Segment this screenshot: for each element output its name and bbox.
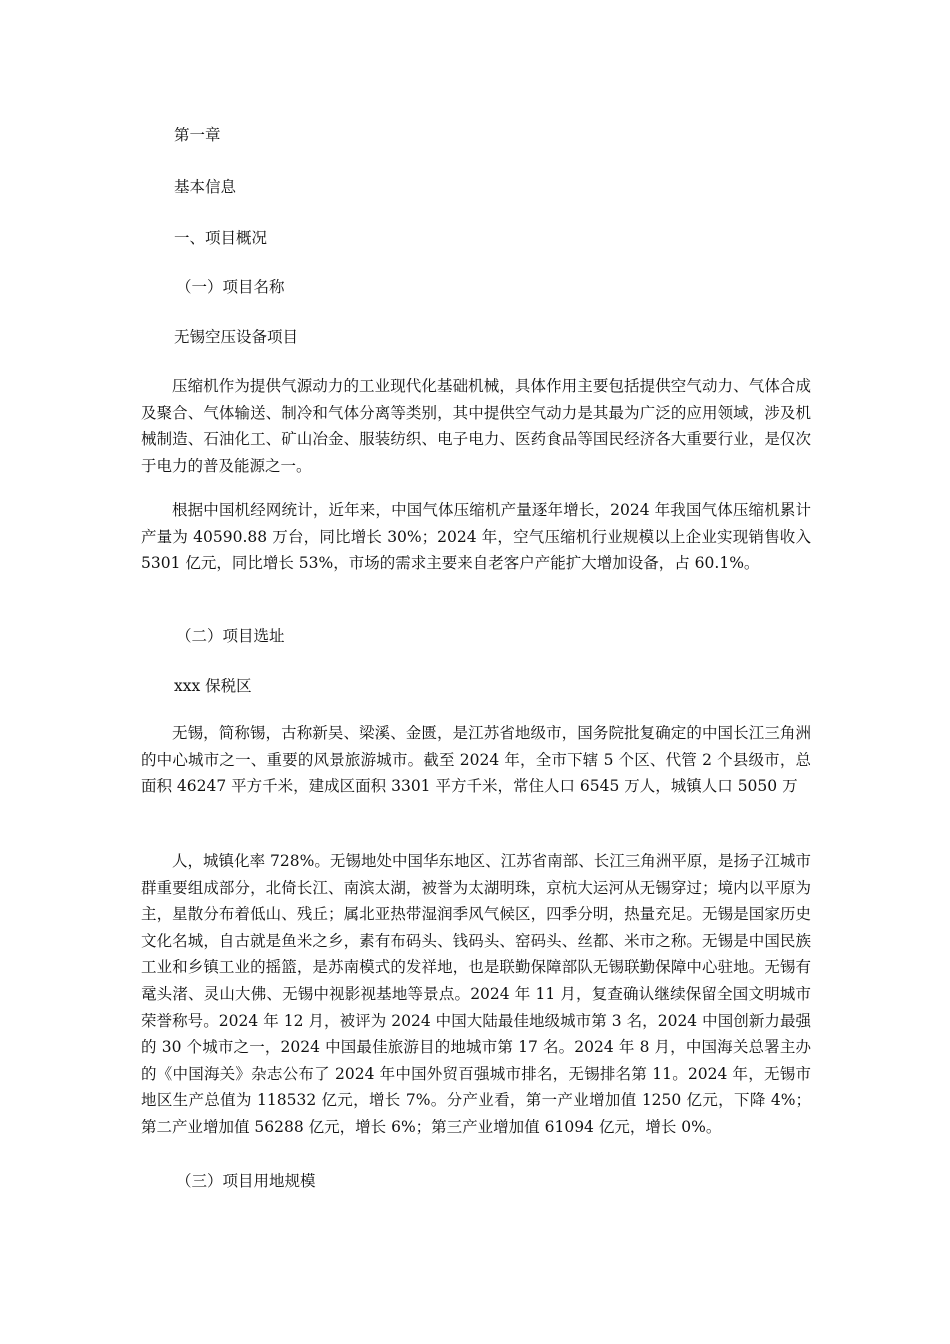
- chapter-number: 第一章: [174, 126, 221, 144]
- chapter-title: 基本信息: [174, 178, 237, 196]
- subsection-heading-project-location: （二）项目选址: [176, 627, 285, 645]
- paragraph-wuxi-overview: 无锡，简称锡，古称新吴、梁溪、金匮，是江苏省地级市，国务院批复确定的中国长江三角洲的中心城市之一、重要的风景旅游城市。截至 2024 年，全市下辖 5 个区、代管 2 个县级市，总面积 46247 平方千米，建成区面积 3301 平方千米，常住人口 6545 万人，城镇人口 5050 万: [141, 724, 811, 796]
- paragraph-market-statistics: 根据中国机经网统计，近年来，中国气体压缩机产量逐年增长，2024 年我国气体压缩机累计产量为 40590.88 万台，同比增长 30%；2024 年，空气压缩机行业规模以上企业实现销售收入 5301 亿元，同比增长 53%，市场的需求主要来自老客户产能扩大增加设备，占 60.1%。: [141, 501, 811, 573]
- paragraph-compressor-overview: 压缩机作为提供气源动力的工业现代化基础机械，具体作用主要包括提供空气动力、气体合成及聚合、气体输送、制冷和气体分离等类别，其中提供空气动力是其最为广泛的应用领域，涉及机械制造、石油化工、矿山冶金、服装纺织、电子电力、医药食品等国民经济各大重要行业，是仅次于电力的普及能源之一。: [141, 377, 811, 475]
- section-heading-project-overview: 一、项目概况: [174, 229, 268, 247]
- subsection-heading-project-name: （一）项目名称: [176, 278, 285, 296]
- paragraph-wuxi-details: 人，城镇化率 728%。无锡地处中国华东地区、江苏省南部、长江三角洲平原，是扬子江城市群重要组成部分，北倚长江、南滨太湖，被誉为太湖明珠，京杭大运河从无锡穿过；境内以平原为主，星散分布着低山、残丘；属北亚热带湿润季风气候区，四季分明，热量充足。无锡是国家历史文化名城，自古就是鱼米之乡，素有布码头、钱码头、窑码头、丝都、米市之称。无锡是中国民族工业和乡镇工业的摇篮，是苏南模式的发祥地，也是联勤保障部队无锡联勤保障中心驻地。无锡有鼋头渚、灵山大佛、无锡中视影视基地等景点。2024 年 11 月，复查确认继续保留全国文明城市荣誉称号。2024 年 12 月，被评为 2024 中国大陆最佳地级城市第 3 名，2024 中国创新力最强的 30 个城市之一，2024 中国最佳旅游目的地城市第 17 名。2024 年 8 月，中国海关总署主办的《中国海关》杂志公布了 2024 年中国外贸百强城市排名，无锡排名第 11。2024 年，无锡市地区生产总值为 118532 亿元，增长 7%。分产业看，第一产业增加值 1250 亿元，下降 4%；第二产业增加值 56288 亿元，增长 6%；第三产业增加值 61094 亿元，增长 0%。: [141, 852, 811, 1136]
- project-name: 无锡空压设备项目: [174, 328, 299, 346]
- subsection-heading-land-scale: （三）项目用地规模: [176, 1172, 316, 1190]
- project-location: xxx 保税区: [174, 677, 252, 695]
